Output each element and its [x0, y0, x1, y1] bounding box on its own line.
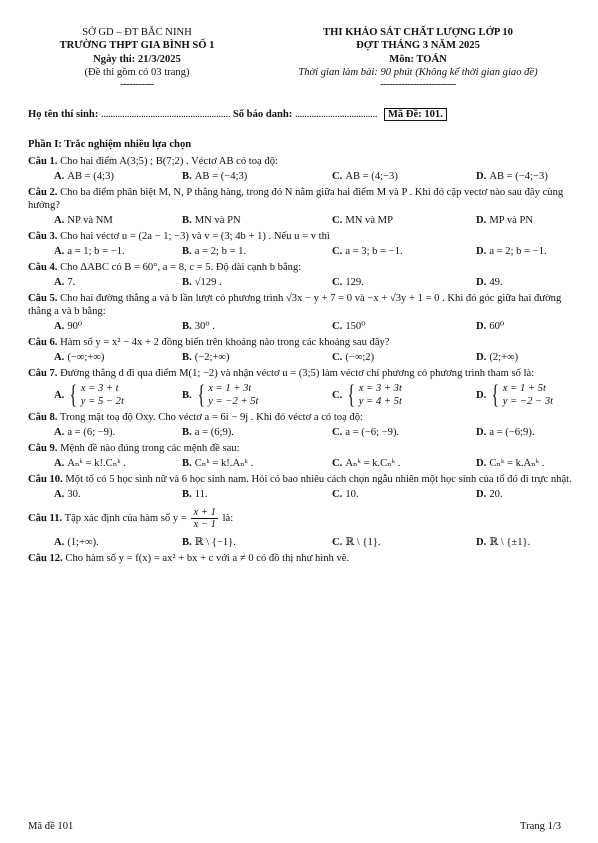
- option-b: B. Cₙᵏ = k!.Aₙᵏ .: [182, 458, 254, 469]
- options-5: [28, 320, 576, 333]
- question-5: [28, 292, 576, 318]
- question-label: Câu 6.: [28, 337, 58, 348]
- option-d: D. { x = 1 + 5t y = −2 − 3t: [476, 380, 554, 409]
- question-text: Cho hai điểm A(3;5) ; B(7;2) . Véctơ AB có toạ độ:: [60, 156, 278, 167]
- question-label: Câu 5.: [28, 293, 58, 304]
- option-a: A. a = 1; b = −1.: [54, 246, 125, 257]
- exam-body: [28, 138, 576, 565]
- question-9: [28, 442, 576, 455]
- option-c: C. 10.: [332, 489, 359, 500]
- question-2: [28, 186, 576, 212]
- header-left-rule: -----------: [120, 78, 154, 90]
- option-c: C. 150⁰: [332, 321, 366, 332]
- question-text: Cho ΔABC có B = 60°, a = 8, c = 5. Độ dài cạnh b bằng:: [60, 262, 302, 273]
- option-c: C. (−∞;2): [332, 352, 375, 363]
- question-text: Cho ba điểm phân biệt M, N, P thẳng hàng, trong đó N nằm giữa hai điểm M và P . Khi đó cặp vectơ nào sau đây cùng hướng?: [28, 187, 564, 211]
- option-b: B. (−2;+∞): [182, 352, 230, 363]
- option-c: C. AB = (4;−3): [332, 171, 398, 182]
- option-d: D. (2;+∞): [476, 352, 519, 363]
- option-c: C. a = 3; b = −1.: [332, 246, 403, 257]
- question-label: Câu 2.: [28, 187, 58, 198]
- dept-name: SỞ GD – ĐT BẮC NINH: [82, 27, 192, 38]
- question-6: [28, 336, 576, 349]
- option-d: D. a = 2; b = −1.: [476, 246, 547, 257]
- student-name-label: Họ tên thí sinh:: [28, 109, 99, 120]
- option-a: A. Aₙᵏ = k!.Cₙᵏ .: [54, 458, 126, 469]
- options-6: [28, 351, 576, 364]
- question-text-end: là:: [222, 512, 234, 524]
- question-text: Cho hai véctơ u = (2a − 1; −3) và v = (3; 4b + 1) . Nếu u = v thì: [60, 231, 330, 242]
- exam-duration: Thời gian làm bài: 90 phút (Không kể thời gian giao đề): [298, 67, 538, 79]
- option-a: A. 90⁰: [54, 321, 83, 332]
- page-count-note: (Đề thi gồm có 03 trang): [84, 67, 190, 79]
- option-c: C. { x = 3 + 3t y = 4 + 5t: [332, 380, 402, 409]
- option-b: B. { x = 1 + 3t y = −2 + 5t: [182, 380, 259, 409]
- options-10: [28, 488, 576, 501]
- question-text: Cho hai đường thẳng a và b lần lượt có phương trình √3x − y + 7 = 0 và −x + √3y + 1 = 0 . Khi đó góc giữa hai đường thẳng a và b bằng:: [28, 293, 562, 317]
- student-info-line: [28, 109, 573, 120]
- exam-date: Ngày thi: 21/3/2025: [93, 53, 181, 65]
- school-name: TRƯỜNG THPT GIA BÌNH SỐ 1: [59, 40, 215, 52]
- question-4: [28, 261, 576, 274]
- question-text: Tập xác định của hàm số y =: [64, 512, 187, 524]
- exam-title: THI KHẢO SÁT CHẤT LƯỢNG LỚP 10: [323, 27, 513, 38]
- question-text: Trong mặt toạ độ Oxy. Cho véctơ a = 6i − 9j . Khi đó véctơ a có toạ độ:: [59, 412, 363, 423]
- question-11: [28, 507, 576, 530]
- question-12: [28, 552, 576, 565]
- option-c: C. Aₙᵏ = k.Cₙᵏ .: [332, 458, 401, 469]
- option-d: D. 49.: [476, 277, 503, 288]
- option-a: A. NP và NM: [54, 215, 113, 226]
- question-label: Câu 9.: [28, 443, 58, 454]
- option-b: B. MN và PN: [182, 215, 241, 226]
- exam-code-box: Mã Đề: 101.: [384, 108, 447, 121]
- option-b: B. AB = (−4;3): [182, 171, 248, 182]
- question-7: [28, 367, 576, 380]
- function-fraction: $\frac{x + 1}{x - 1}$: [193, 507, 216, 530]
- question-label: Câu 1.: [28, 156, 58, 167]
- exam-round: ĐỢT THÁNG 3 NĂM 2025: [356, 40, 480, 52]
- option-d: D. Cₙᵏ = k.Aₙᵏ .: [476, 458, 545, 469]
- question-3: [28, 230, 576, 243]
- options-1: [28, 170, 576, 183]
- header-exam: [268, 26, 568, 90]
- question-label: Câu 7.: [28, 368, 58, 379]
- question-label: Câu 12.: [28, 553, 63, 564]
- footer-page-number: Trang 1/3: [520, 821, 562, 832]
- option-b: B. 30⁰ .: [182, 321, 215, 332]
- question-label: Câu 3.: [28, 231, 58, 242]
- options-4: [28, 276, 576, 289]
- option-d: D. 60⁰: [476, 321, 505, 332]
- option-a: A. 7.: [54, 277, 76, 288]
- option-d: D. AB = (−4;−3): [476, 171, 548, 182]
- student-id-field: ...................................: [294, 109, 378, 120]
- option-a: A. { x = 3 + t y = 5 − 2t: [54, 380, 124, 409]
- option-c: C. a = (−6; −9).: [332, 427, 400, 438]
- question-10: [28, 473, 576, 486]
- option-b: B. √129 .: [182, 277, 222, 288]
- question-text: Cho hàm số y = f(x) = ax² + bx + c với a ≠ 0 có đồ thị như hình vẽ.: [65, 553, 350, 564]
- question-label: Câu 11.: [28, 512, 63, 524]
- question-text: Mệnh đề nào đúng trong các mệnh đề sau:: [60, 443, 240, 454]
- question-8: [28, 411, 576, 424]
- option-b: B. a = (6;9).: [182, 427, 234, 438]
- option-a: A. AB = (4;3): [54, 171, 114, 182]
- option-d: D. 20.: [476, 489, 503, 500]
- option-c: C. ℝ \ {1}.: [332, 537, 381, 548]
- options-7: [28, 382, 576, 408]
- question-text: Đường thẳng d đi qua điểm M(1; −2) và nhận véctơ u = (3;5) làm véctơ chỉ phương có phương trình tham số là:: [60, 368, 535, 379]
- option-d: D. MP và PN: [476, 215, 534, 226]
- question-1: [28, 155, 576, 168]
- question-label: Câu 8.: [28, 412, 58, 423]
- student-id-label: Số báo danh:: [232, 109, 293, 120]
- option-c: C. MN và MP: [332, 215, 393, 226]
- question-text: Một tổ có 5 học sinh nữ và 6 học sinh nam. Hỏi có bao nhiêu cách chọn ngẫu nhiên một học sinh của tổ đó đi trực nhật.: [65, 474, 572, 485]
- options-9: [28, 457, 576, 470]
- option-a: A. (1;+∞).: [54, 537, 99, 548]
- question-text: Hàm số y = x² − 4x + 2 đồng biến trên khoảng nào trong các khoảng sau đây?: [60, 337, 390, 348]
- options-3: [28, 245, 576, 258]
- question-label: Câu 4.: [28, 262, 58, 273]
- option-a: A. (−∞;+∞): [54, 352, 105, 363]
- exam-subject: Môn: TOÁN: [389, 53, 447, 65]
- option-b: B. 11.: [182, 489, 208, 500]
- option-b: B. ℝ \ {−1}.: [182, 537, 236, 548]
- option-d: D. ℝ \ {±1}.: [476, 537, 531, 548]
- option-d: D. a = (−6;9).: [476, 427, 535, 438]
- header-right-rule: -------------------------: [380, 78, 456, 90]
- option-a: A. 30.: [54, 489, 81, 500]
- options-8: [28, 426, 576, 439]
- option-a: A. a = (6; −9).: [54, 427, 116, 438]
- footer-exam-code: Mã đề 101: [28, 821, 74, 832]
- student-name-field: .......................................................: [101, 109, 231, 120]
- option-b: B. a = 2; b = 1.: [182, 246, 247, 257]
- options-11: [28, 536, 576, 549]
- header-school: [48, 26, 226, 90]
- options-2: [28, 214, 576, 227]
- section-title: Phần I: Trắc nghiệm nhiều lựa chọn: [28, 139, 192, 150]
- option-c: C. 129.: [332, 277, 364, 288]
- question-label: Câu 10.: [28, 474, 63, 485]
